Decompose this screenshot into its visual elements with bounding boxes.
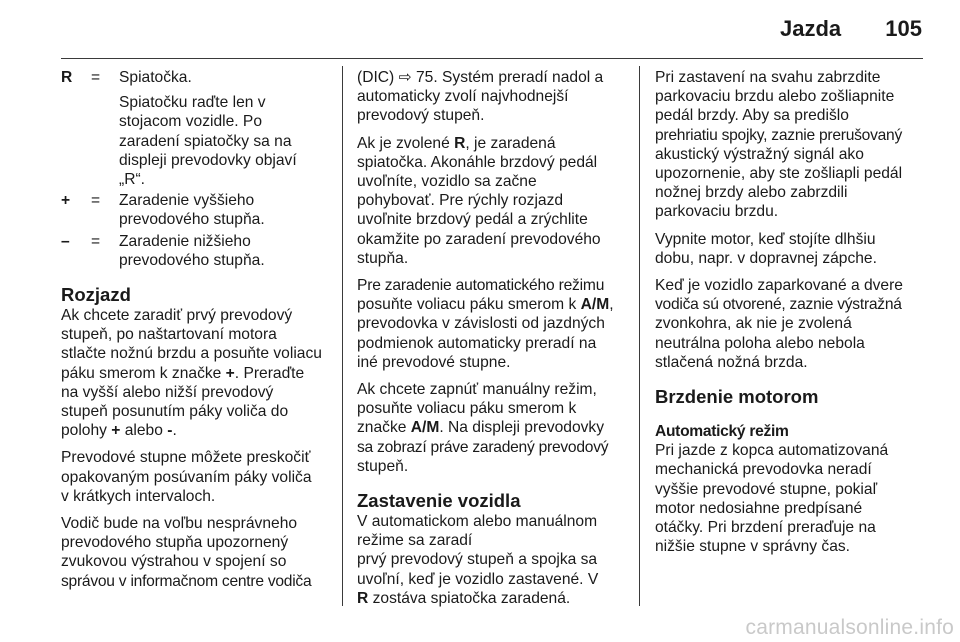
text-line: vyššie prevodové stupne, pokiaľ [655,480,878,498]
column-2 [357,68,627,616]
header-title: Jazda [780,16,842,41]
paragraph [655,68,927,222]
text-line: Keď je vozidlo zaparkované a dvere [655,277,903,295]
text-line: Prevodové stupne môžete preskočiť [61,449,311,467]
text-line: posuňte voliacu páku smerom k [357,400,577,418]
text-line: uvoľníte, vozidlo sa začne [357,173,537,191]
watermark: carmanualsonline.info [745,616,954,639]
definition-equals: = [91,232,101,250]
text-line: vodiča sú otvorené, zaznie výstražná [655,296,902,314]
text-line: Ak je zvolené R, je zaradená [357,134,556,152]
subheading-automaticky-rezim: Automatický režim [655,423,789,441]
text-line: značke A/M. Na displeji prevodovky [357,419,605,437]
text-line: zvonkohra, ak nie je zvolená [655,315,852,333]
text-line: páku smerom k značke +. Preraďte [61,364,305,382]
text-line: Vodič bude na voľbu nesprávneho [61,515,298,533]
text-line: pedál brzdy. Aby sa predišlo [655,107,849,125]
text-line: na vyšší alebo nižší prevodový [61,383,274,401]
section-heading-rozjazd: Rozjazd [61,284,131,306]
text-line: prevodového stupňa upozornený [61,534,289,552]
text-line: prevodového stupňa. [119,211,265,229]
paragraph [357,134,627,268]
text-line: stojacom vozidle. Po [119,113,263,131]
text-line: nožnej brzdy alebo zabrzdili [655,184,848,202]
paragraph [357,68,627,126]
header-rule [61,58,923,59]
text-line: parkovaciu brzdu. [655,203,779,221]
text-line: prevodovka v závislosti od jazdných [357,315,605,333]
text-line: prevodového stupňa. [119,251,265,269]
text-line: stlačená nožná brzda. [655,353,808,371]
text-line: podmienok automaticky preradí na [357,334,597,352]
definition-row-plus [61,191,331,229]
text-line: neutrálna poloha alebo nebola [655,334,865,352]
paragraph [357,276,627,372]
text-line: polohy + alebo -. [61,422,177,440]
text-line: posuňte voliacu páku smerom k A/M, [357,296,614,314]
text-line: Pre zaradenie automatického režimu [357,277,605,295]
text-line: opakovaným posúvaním páky voliča [61,468,312,486]
text-line: spiatočka. Akonáhle brzdový pedál [357,153,598,171]
text-line: dobu, napr. v dopravnej zápche. [655,249,877,267]
text-line: (DIC) ⇨ 75. Systém preradí nadol a [357,69,604,86]
text-line: uvoľní, keď je vozidlo zastavené. V [357,570,599,588]
text-line: Ak chcete zapnúť manuálny režim, [357,381,597,399]
text-line: Vypnite motor, keď stojíte dlhšiu [655,230,876,248]
definition-note [119,93,331,189]
text-line: režime sa zaradí [357,532,473,550]
paragraph [61,448,331,506]
text-line: pohybovať. Pre rýchly rozjazd [357,192,564,210]
page-reference-arrow-icon: ⇨ [398,69,412,86]
column-3 [655,68,927,564]
text-line: parkovaciu brzdu alebo zošliapnite [655,88,895,106]
text-line: stupňa. [357,249,409,267]
text-line: displeji prevodovky objaví [119,151,297,169]
paragraph [655,276,927,372]
text-line: Pri jazde z kopca automatizovaná [655,442,889,460]
text-line: Spiatočku raďte len v [119,94,266,112]
paragraph [357,512,627,608]
text-line: okamžite po zaradení prevodového [357,230,601,248]
definition-row-minus [61,232,331,270]
text-line: zvukovou výstrahou v spojení so [61,553,287,571]
text-line: otáčky. Pri brzdení preraďuje na [655,519,876,537]
definition-symbol: – [61,232,70,250]
text-line: motor nedosiahne predpísané [655,499,863,517]
text-line: V automatickom alebo manuálnom [357,513,598,531]
text-line: správou v informačnom centre vodiča [61,572,312,590]
text-line: sa zobrazí práve zaradený prevodový [357,438,609,456]
text-line: stupeň, po naštartovaní motora [61,326,277,344]
definition-symbol: + [61,192,71,210]
definition-equals: = [91,69,101,86]
definition-symbol: R [61,69,73,86]
text-line: v krátkych intervaloch. [61,487,216,505]
paragraph [61,306,331,440]
paragraph [655,441,927,556]
text-line: nižšie stupne v správny čas. [655,538,851,556]
text-line: Pri zastavení na svahu zabrzdite [655,69,881,86]
text-line: uvoľnite brzdový pedál a zrýchlite [357,211,588,229]
column-divider-2 [639,66,640,606]
definition-text [119,232,331,270]
text-line: „R“. [119,171,145,189]
section-heading-zastavenie: Zastavenie vozidla [357,490,521,512]
text-line: upozornenie, aby ste zošliapli pedál [655,165,903,183]
definition-text: Spiatočka. [119,69,192,86]
text-line: akustický výstražný signál ako [655,145,864,163]
page-number: 105 [885,16,922,41]
definition-row-r [61,68,331,87]
text-line: R zostáva spiatočka zaradená. [357,589,571,607]
text-line: iné prevodové stupne. [357,353,511,371]
text-line: stlačte nožnú brzdu a posuňte voliacu [61,345,322,363]
paragraph [357,380,627,476]
text-line: Ak chcete zaradiť prvý prevodový [61,307,293,325]
text-line: Zaradenie vyššieho [119,192,255,210]
column-1 [61,68,331,599]
text-line: prehriatiu spojky, zaznie prerušovaný [655,126,903,144]
text-line: mechanická prevodovka neradí [655,461,872,479]
paragraph [655,230,927,268]
text-line: automaticky zvolí najvhodnejší [357,88,569,106]
text-line: prvý prevodový stupeň a spojka sa [357,551,598,569]
definition-text [119,191,331,229]
paragraph [61,514,331,591]
column-divider-1 [342,66,343,606]
definition-equals: = [91,192,101,210]
text-line: zaradení spiatočky sa na [119,132,292,150]
text-line: stupeň posunutím páky voliča do [61,403,289,421]
text-line: Zaradenie nižšieho [119,232,251,250]
section-heading-brzdenie: Brzdenie motorom [655,386,819,408]
text-line: stupeň. [357,457,409,475]
text-line: prevodový stupeň. [357,107,485,125]
